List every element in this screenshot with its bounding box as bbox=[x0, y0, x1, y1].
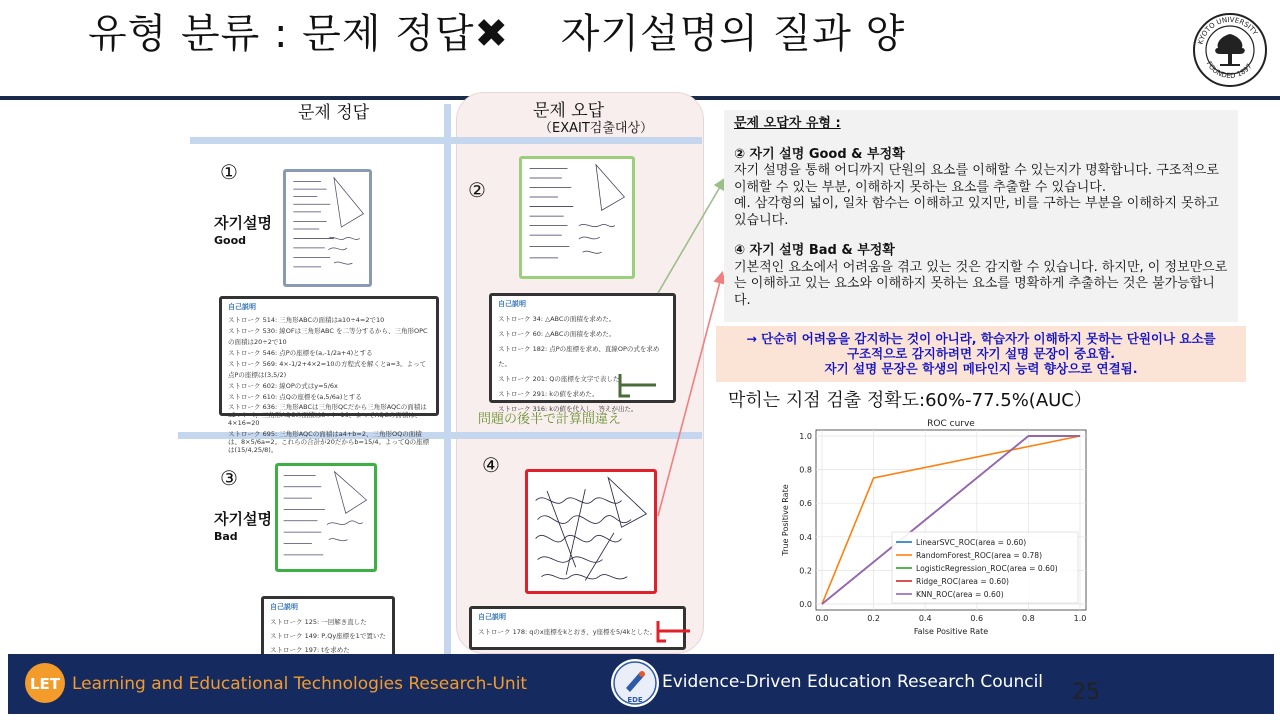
seal-text-top: KYOTO UNIVERSITY bbox=[1196, 15, 1259, 46]
seal-text-bottom: FOUNDED 1897 bbox=[1204, 60, 1254, 81]
roc-curve-chart bbox=[776, 414, 1096, 642]
self-explanation-q1-header: 自己説明 bbox=[228, 303, 256, 311]
footer-right-text: Evidence-Driven Education Research Council bbox=[662, 672, 1044, 692]
y-tick-label: 0.0 bbox=[799, 600, 812, 609]
info-type-4-body: 기본적인 요소에서 어려움을 겪고 있는 것은 감지할 수 있습니다. 하지만, 이 정보만으로는 이해하고 있는 요소와 이해하지 못하는 요소를 명확하게 추출하는 것은 불가능합니다. bbox=[734, 259, 1228, 308]
quadrant-1-number: ① bbox=[220, 160, 238, 184]
title-subject: 자기설명의 질과 양 bbox=[560, 11, 906, 57]
q2-line: ストローク 182: 点Pの座標を求め、直線OPの式を求めた。 bbox=[498, 345, 660, 368]
chart-title: ROC curve bbox=[927, 419, 975, 429]
x-tick-label: 0.0 bbox=[815, 614, 829, 623]
quadrant-3-number: ③ bbox=[220, 466, 238, 490]
q3-line: ストローク 149: P,Qy座標を1で置いた bbox=[270, 632, 386, 640]
detection-accuracy-text: 막히는 지점 검출 정확도:60%-77.5%(AUC） bbox=[728, 390, 1092, 411]
ede-logo-icon bbox=[610, 658, 660, 708]
x-tick-label: 0.2 bbox=[867, 614, 880, 623]
quadrant-3-quality: Bad bbox=[214, 530, 238, 543]
q1-line: ストローク 530: 線OFは三角形ABC を二等分するから、三角形OPCの面積は20÷2で10 bbox=[228, 327, 428, 346]
q1-line: ストローク 546: 点Pの座標を(a,-1/2a+4)とする bbox=[228, 349, 373, 357]
footer-left-text: Learning and Educational Technologies Research-Unit bbox=[72, 674, 528, 694]
q3-line: ストローク 197: tを求めた bbox=[270, 646, 350, 654]
y-axis-label: True Positive Rate bbox=[781, 484, 790, 556]
x-tick-label: 1.0 bbox=[1073, 614, 1087, 623]
column-subheader-exait: （EXAIT검출대상） bbox=[539, 121, 654, 136]
quadrant-3-label-text: 자기설명 bbox=[214, 510, 272, 528]
q1-line: ストローク 695: 三角形AQCの面積はa4+b=2、三角形OQの面積は、8×5/6a=2。これらの合計が20だからb=15/4。よってQの座標は(15/4,25/8)。 bbox=[228, 430, 430, 454]
legend-entry: KNN_ROC(area = 0.60) bbox=[916, 590, 1004, 599]
q1-line: ストローク 569: 4×-1/2+4×2=10の方程式を解くとa=3。よって点Pの座標は(3,5/2) bbox=[228, 360, 427, 379]
q2-line: ストローク 316: kの値を代入し、答えが出た。 bbox=[498, 405, 638, 413]
q2-line: ストローク 201: Qの座標を文字で表した。 bbox=[498, 375, 626, 383]
page-number: 25 bbox=[1072, 680, 1100, 705]
q1-line: ストローク 514: 三角形ABCの面積はa10÷4=2で10 bbox=[228, 316, 385, 324]
callout-line-1: → 단순히 어려움을 감지하는 것이 아니라, 학습자가 이해하지 못하는 단원이나 요소를 bbox=[746, 331, 1216, 346]
legend-entry: LinearSVC_ROC(area = 0.60) bbox=[916, 538, 1027, 547]
column-header-correct: 문제 정답 bbox=[298, 103, 370, 123]
y-tick-label: 0.2 bbox=[799, 566, 812, 576]
legend-entry: RandomForest_ROC(area = 0.78) bbox=[916, 551, 1043, 560]
q3-line: ストローク 125: 一回解き直した bbox=[270, 618, 367, 626]
q1-line: ストローク 636: 三角形ABCは三角形QCだから三角形AQCの面積はa2+4=4、三角形AQCの面積は8÷4=16、よってAQCの面積は、4×16=20 bbox=[228, 403, 427, 427]
info-heading: 문제 오답자 유형 : bbox=[734, 116, 841, 131]
callout-line-3: 자기 설명 문장은 학생의 메타인지 능력 향상으로 연결됨. bbox=[824, 361, 1138, 376]
quadrant-4-number: ④ bbox=[482, 453, 500, 477]
ede-logo-text: EDE bbox=[627, 696, 643, 704]
quadrant-2-number: ② bbox=[468, 178, 486, 202]
let-logo-text: LET bbox=[29, 675, 61, 693]
self-explanation-q4-header: 自己説明 bbox=[478, 613, 506, 621]
q4-line: ストローク 178: qのx座標をkとおき、y座標を5/4kとした。 bbox=[478, 628, 657, 636]
y-tick-label: 1.0 bbox=[799, 432, 812, 441]
x-tick-label: 0.4 bbox=[918, 614, 932, 623]
column-header-incorrect: 문제 오답 bbox=[533, 101, 605, 121]
incorrect-type-info-box bbox=[724, 110, 1238, 322]
let-logo-icon bbox=[24, 662, 66, 704]
q2-note: 問題の後半で計算間違え bbox=[478, 412, 622, 427]
self-explanation-q2-header: 自己説明 bbox=[498, 300, 526, 308]
q1-line: ストローク 610: 点Qの座標を(a,5/6a)とする bbox=[228, 393, 362, 401]
q2-line: ストローク 60: △ABCの面積を求めた。 bbox=[498, 330, 616, 338]
x-tick-label: 0.6 bbox=[970, 614, 984, 623]
x-tick-label: 0.8 bbox=[1022, 614, 1035, 623]
q2-line: ストローク 34: △ABCの面積を求めた。 bbox=[498, 315, 616, 323]
info-type-2-example: 예. 삼각형의 넓이, 일차 함수는 이해하고 있지만, 비를 구하는 부분을 이해하지 못하고 있습니다. bbox=[734, 196, 1219, 228]
self-explanation-q3-header: 自己説明 bbox=[270, 603, 298, 611]
y-tick-label: 0.6 bbox=[799, 499, 812, 509]
q2-line: ストローク 291: kの値を求めた。 bbox=[498, 390, 599, 398]
legend-entry: LogisticRegression_ROC(area = 0.60) bbox=[916, 564, 1058, 573]
conclusion-callout bbox=[716, 326, 1246, 382]
quadrant-1-quality: Good bbox=[214, 234, 247, 247]
q1-line: ストローク 602: 線OPの式はy=5/6x bbox=[228, 382, 338, 390]
y-tick-label: 0.4 bbox=[799, 532, 812, 542]
quadrant-1-label-text: 자기설명 bbox=[214, 214, 272, 232]
info-type-2-title: ② 자기 설명 Good & 부정확 bbox=[734, 146, 905, 162]
cross-mark-icon: ✖ bbox=[474, 11, 509, 57]
info-type-4-title: ④ 자기 설명 Bad & 부정확 bbox=[734, 243, 895, 258]
legend-entry: Ridge_ROC(area = 0.60) bbox=[916, 577, 1010, 586]
info-type-2-body: 자기 설명을 통해 어디까지 단원의 요소를 이해할 수 있는지가 명확합니다. 구조적으로 이해할 수 있는 부분, 이해하지 못하는 요소를 추출할 수 있습니다. bbox=[734, 163, 1219, 195]
y-tick-label: 0.8 bbox=[799, 465, 812, 475]
callout-line-2: 구조적으로 감지하려면 자기 설명 문장이 중요함. bbox=[846, 346, 1115, 361]
title-text: 유형 분류 : 문제 정답 bbox=[88, 11, 475, 57]
x-axis-label: False Positive Rate bbox=[913, 627, 989, 636]
